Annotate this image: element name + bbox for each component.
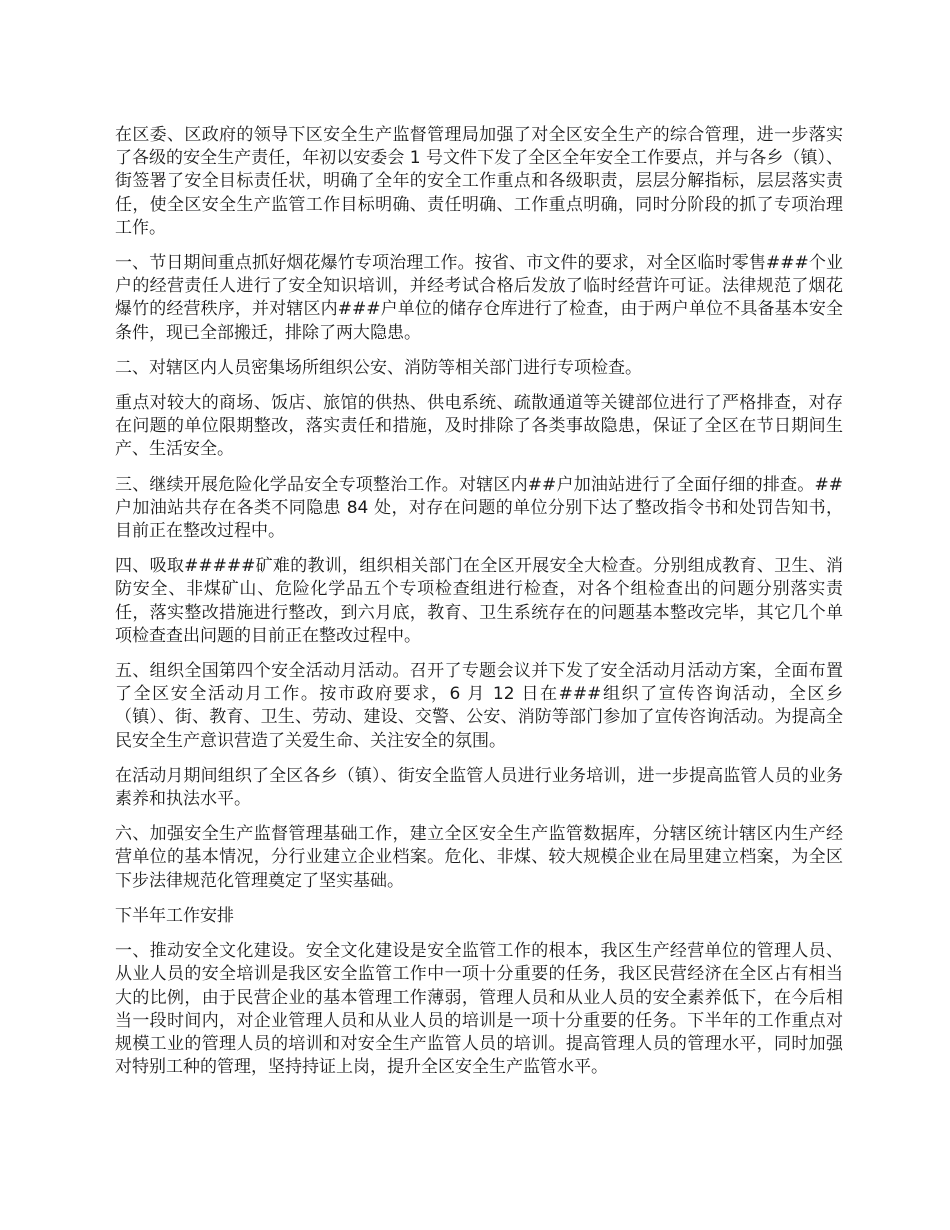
safety-month-training-paragraph: 在活动月期间组织了全区各乡（镇）、街安全监管人员进行业务培训，进一步提高监管人员的业务素养和执法水平。 bbox=[115, 765, 843, 810]
item-supervision-foundation-paragraph: 六、加强安全生产监督管理基础工作，建立全区安全生产监管数据库，分辖区统计辖区内生产经营单位的基本情况，分行业建立企业档案。危化、非煤、较大规模企业在局里建立档案，为全区下步法律规范化管理奠定了坚实基础。 bbox=[115, 824, 843, 891]
item-hazardous-chemicals-paragraph: 三、继续开展危险化学品安全专项整治工作。对辖区内##户加油站进行了全面仔细的排查。##户加油站共存在各类不同隐患 84 处，对存在问题的单位分别下达了整改指令书和处罚告知书，目前正在整改过程中。 bbox=[115, 474, 843, 542]
item-safety-culture-paragraph: 一、推动安全文化建设。安全文化建设是安全监管工作的根本，我区生产经营单位的管理人员、从业人员的安全培训是我区安全监管工作中一项十分重要的任务，我区民营经济在全区占有相当大的比例，由于民营企业的基本管理工作薄弱，管理人员和从业人员的安全素养低下，在今后相当一段时间内，对企业管理人员和从业人员的培训是一项十分重要的任务。下半年的工作重点对规模工业的管理人员的培训和对安全生产监管人员的培训。提高管理人员的管理水平，同时加强对特别工种的管理，坚持持证上岗，提升全区安全生产监管水平。 bbox=[115, 941, 843, 1078]
item-safety-inspection-paragraph: 四、吸取#####矿难的教训，组织相关部门在全区开展安全大检查。分别组成教育、卫生、消防安全、非煤矿山、危险化学品五个专项检查组进行检查，对各个组检查出的问题分别落实责任，落实整改措施进行整改，到六月底，教育、卫生系统存在的问题基本整改完毕，其它几个单项检查查出问题的目前正在整改过程中。 bbox=[115, 556, 843, 646]
item-crowded-places-paragraph: 二、对辖区内人员密集场所组织公安、消防等相关部门进行专项检查。 bbox=[115, 357, 642, 378]
document-page bbox=[115, 124, 843, 1091]
intro-paragraph: 在区委、区政府的领导下区安全生产监督管理局加强了对全区安全生产的综合管理，进一步落实了各级的安全生产责任，年初以安委会 1 号文件下发了全区全年安全工作要点，并与各乡（镇）、街签署了安全目标责任状，明确了全年的安全工作重点和各级职责，层层分解指标，层层落实责任，使全区安全生产监管工作目标明确、责任明确、工作重点明确，同时分阶段的抓了专项治理工作。 bbox=[115, 125, 843, 238]
item-fireworks-paragraph: 一、节日期间重点抓好烟花爆竹专项治理工作。按省、市文件的要求，对全区临时零售###个业户的经营责任人进行了安全知识培训，并经考试合格后发放了临时经营许可证。法律规范了烟花爆竹的经营秩序，并对辖区内###户单位的储存仓库进行了检查，由于两户单位不具备基本安全条件，现已全部搬迁，排除了两大隐患。 bbox=[115, 253, 843, 343]
crowded-places-detail-paragraph: 重点对较大的商场、饭店、旅馆的供热、供电系统、疏散通道等关键部位进行了严格排查，对存在问题的单位限期整改，落实责任和措施，及时排除了各类事故隐患，保证了全区在节日期间生产、生活安全。 bbox=[115, 393, 843, 460]
second-half-plan-heading: 下半年工作安排 bbox=[115, 905, 234, 926]
item-safety-month-paragraph: 五、组织全国第四个安全活动月活动。召开了专题会议并下发了安全活动月活动方案，全面布置了全区安全活动月工作。按市政府要求，6 月 12 日在###组织了宣传咨询活动，全区乡（镇）、街、教育、卫生、劳动、建设、交警、公安、消防等部门参加了宣传咨询活动。为提高全民安全生产意识营造了关爱生命、关注安全的氛围。 bbox=[115, 661, 843, 751]
